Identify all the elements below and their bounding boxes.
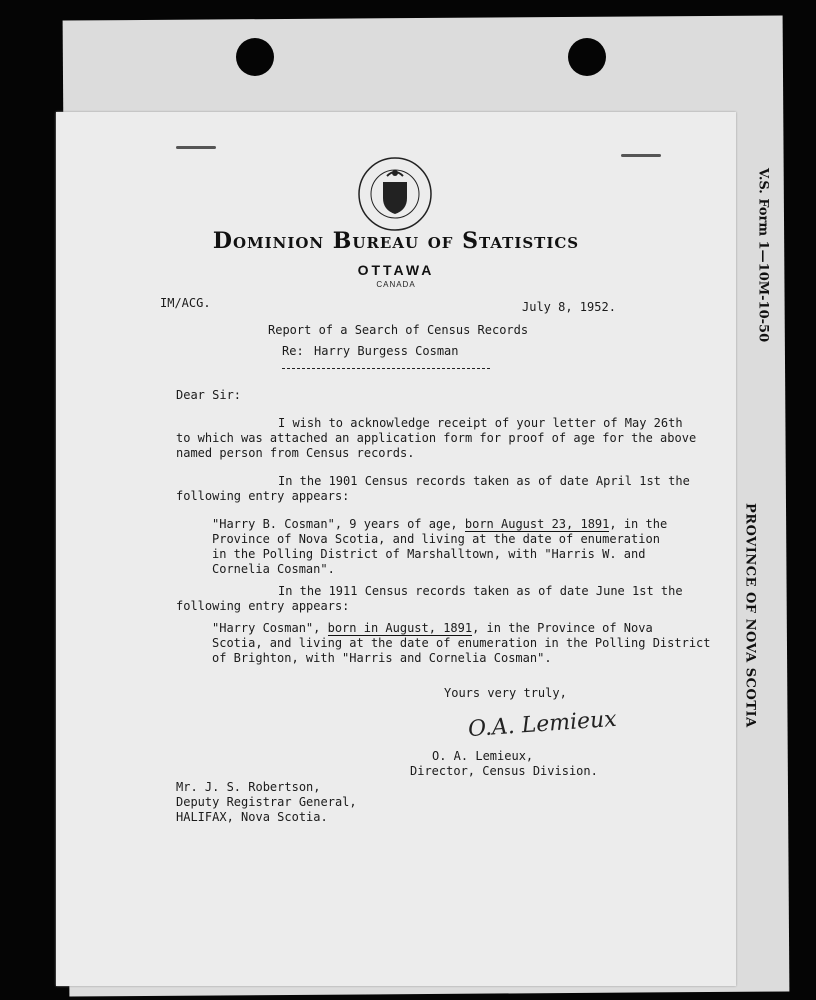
province-label: PROVINCE OF NOVA SCOTIA [742, 502, 758, 728]
addressee-line-2: Deputy Registrar General, [176, 795, 357, 809]
paragraph-1-line-1: I wish to acknowledge receipt of your letter of May 26th [278, 416, 683, 430]
addressee-line-3: HALIFAX, Nova Scotia. [176, 810, 328, 824]
punch-hole-right [568, 38, 606, 76]
re-underline [282, 368, 490, 369]
quote-2-line-2: Scotia, and living at the date of enumeration in the Polling District [212, 636, 711, 650]
signatory-name: O. A. Lemieux, [432, 749, 534, 763]
paragraph-2-line-1: In the 1901 Census records taken as of date April 1st the [278, 474, 690, 488]
quote-1-line-3: in the Polling District of Marshalltown, with "Harris W. and [212, 547, 646, 561]
letter-sheet [56, 112, 736, 986]
quote-2-line-1 [212, 621, 653, 636]
bureau-name: Dominion Bureau of Statistics [212, 228, 580, 254]
country-name: CANADA [376, 280, 416, 289]
quote-1-line-4: Cornelia Cosman". [212, 562, 335, 576]
quote-2-line-3: of Brighton, with "Harris and Cornelia Cosman". [212, 651, 552, 665]
paragraph-3-line-2: following entry appears: [176, 599, 350, 613]
re-label: Re: [282, 344, 304, 358]
report-title: Report of a Search of Census Records [268, 323, 529, 337]
closing: Yours very truly, [444, 686, 567, 700]
salutation: Dear Sir: [176, 388, 242, 402]
letter-date: July 8, 1952. [522, 300, 616, 314]
paragraph-1-line-2: to which was attached an application form for proof of age for the above [176, 431, 697, 445]
form-number: V.S. Form 1—10M-10-50 [755, 167, 771, 343]
punch-hole-left [236, 38, 274, 76]
city-name: OTTAWA [357, 262, 435, 278]
handwritten-signature: O.A. Lemieux [467, 706, 618, 743]
quote-2-end: , in the Province of Nova [472, 621, 653, 635]
staple-right [621, 154, 661, 157]
quote-2-start: "Harry Cosman", [212, 621, 328, 635]
department-seal-icon [357, 156, 433, 232]
paragraph-3-line-1: In the 1911 Census records taken as of date June 1st the [278, 584, 683, 598]
quote-1-start: "Harry B. Cosman", 9 years of age, [212, 517, 465, 531]
signatory-title: Director, Census Division. [410, 764, 598, 778]
paragraph-1-line-3: named person from Census records. [176, 446, 415, 460]
addressee-line-1: Mr. J. S. Robertson, [176, 780, 321, 794]
quote-1-line-2: Province of Nova Scotia, and living at the date of enumeration [212, 532, 660, 546]
quote-1-line-1 [212, 517, 667, 532]
paragraph-2-line-2: following entry appears: [176, 489, 350, 503]
re-name: Harry Burgess Cosman [314, 344, 459, 358]
staple-left [176, 146, 216, 149]
birth-date-1911: born in August, 1891 [327, 621, 473, 635]
birth-date-1901: born August 23, 1891 [464, 517, 610, 531]
reference-code: IM/ACG. [160, 296, 211, 310]
quote-1-end: , in the [609, 517, 668, 531]
